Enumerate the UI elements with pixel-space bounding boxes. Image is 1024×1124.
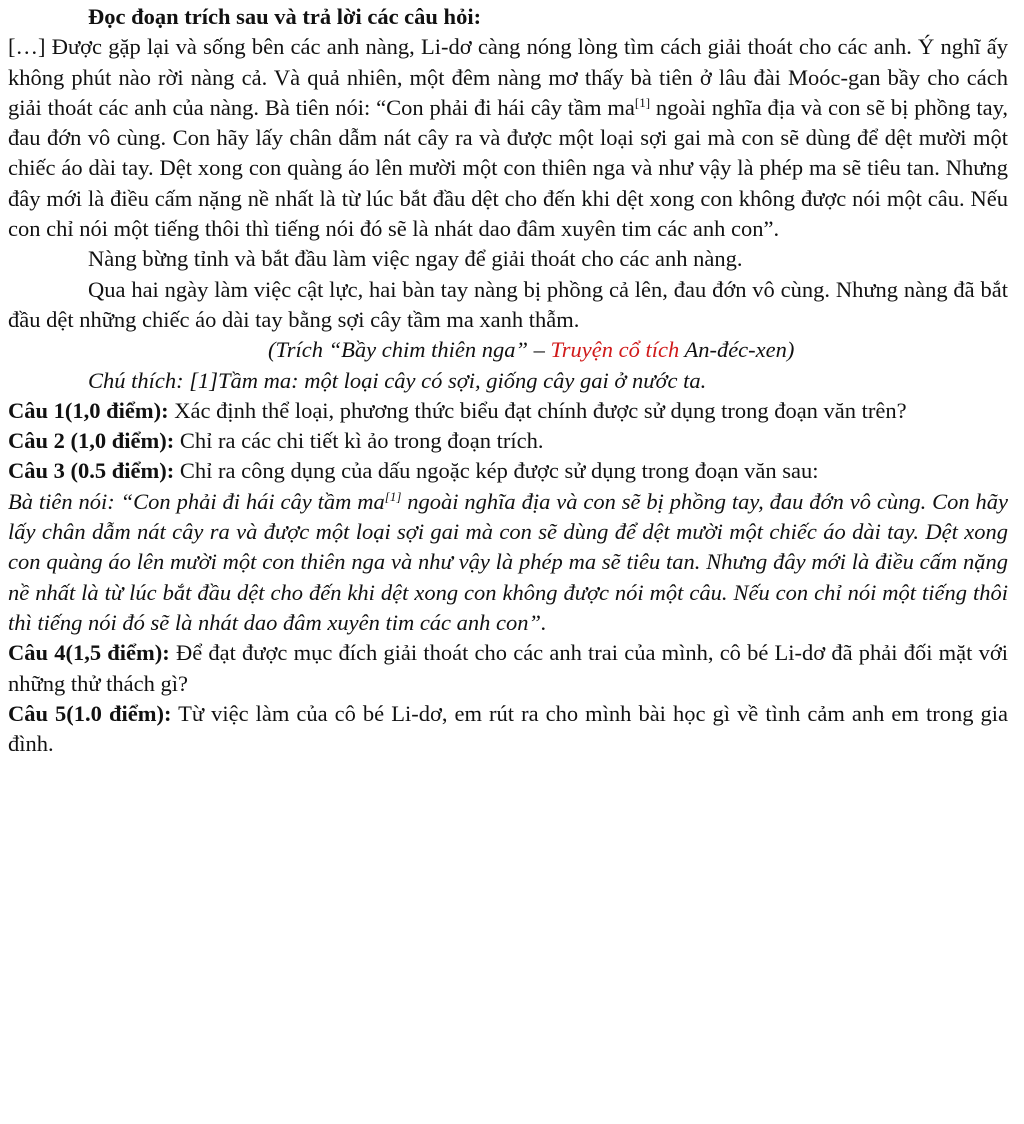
question-5: [8, 699, 1008, 760]
question-2-text: Chỉ ra các chi tiết kì ảo trong đoạn trích.: [174, 428, 544, 454]
question-1-text: Xác định thể loại, phương thức biểu đạt chính được sử dụng trong đoạn văn trên?: [168, 397, 907, 423]
question-2-label: Câu 2 (1,0 điểm):: [8, 428, 175, 454]
page-heading: Đọc đoạn trích sau và trả lời các câu hỏi:: [88, 4, 482, 29]
question-1: [8, 396, 1008, 426]
quote-after: ngoài nghĩa địa và con sẽ bị phồng tay, đau đớn vô cùng. Con hãy lấy chân dẫm nát cây ra và được một loại sợi gai mà con sẽ dùng để dệt mười một chiếc áo dài tay. Dệt xong con quàng áo lên mười một con thiên nga và như vậy là phép ma sẽ tiêu tan. Nhưng đây mới là điều cấm nặng nề nhất là từ lúc bắt đầu dệt cho đến khi dệt xong con không được nói một câu. Nếu con chỉ nói một tiếng thôi thì tiếng nói đó sẽ là nhát dao đâm xuyên tim các anh con”.: [8, 488, 1008, 635]
passage-paragraph-1: [8, 32, 1008, 244]
source-before: (Trích “Bầy chim thiên nga” –: [268, 337, 551, 363]
question-4-text: Để đạt được mục đích giải thoát cho các anh trai của mình, cô bé Li-dơ đã phải đối mặt với những thử thách gì?: [8, 640, 1009, 696]
question-3-text: Chỉ ra công dụng của dấu ngoặc kép được sử dụng trong đoạn văn sau:: [174, 458, 819, 484]
footnote-marker: [1]: [634, 94, 651, 110]
question-4: [8, 638, 1008, 699]
question-4-label: Câu 4(1,5 điểm):: [8, 640, 170, 666]
passage-paragraph-3: [8, 275, 1008, 336]
passage-p1-after: ngoài nghĩa địa và con sẽ bị phồng tay, đau đớn vô cùng. Con hãy lấy chân dẫm nát cây ra và được một loại sợi gai mà con sẽ dùng để dệt mười một chiếc áo dài tay. Dệt xong con quàng áo lên mười một con thiên nga và như vậy là phép ma sẽ tiêu tan. Nhưng đây mới là điều cấm nặng nề nhất là từ lúc bắt đầu dệt cho đến khi dệt xong con không được nói một câu. Nếu con chỉ nói một tiếng thôi thì tiếng nói đó sẽ là nhát dao đâm xuyên tim các anh con”.: [8, 94, 1008, 242]
question-2: [8, 426, 1008, 456]
footnote: Chú thích: [1]Tầm ma: một loại cây có sợi, giống cây gai ở nước ta.: [88, 367, 707, 393]
quoted-passage: [8, 487, 1008, 638]
passage-p1-before: […] Được gặp lại và sống bên các anh nàng, Li-dơ càng nóng lòng tìm cách giải thoát cho các anh. Ý nghĩ ấy không phút nào rời nàng cả. Và quả nhiên, một đêm nàng mơ thấy bà tiên ở lâu đài Moóc-gan bầy cho cách giải thoát các anh của nàng. Bà tiên nói: “Con phải đi hái cây tầm ma: [8, 34, 1008, 120]
passage-p3-text: Qua hai ngày làm việc cật lực, hai bàn tay nàng bị phồng cả lên, đau đớn vô cùng. Nhưng nàng đã bắt đầu dệt những chiếc áo dài tay bằng sợi cây tầm ma xanh thẫm.: [8, 276, 1008, 332]
quote-before: Bà tiên nói: “Con phải đi hái cây tầm ma: [8, 488, 385, 514]
source-genre-highlight: Truyện cổ tích: [550, 337, 680, 363]
source-after: An-đéc-xen): [679, 337, 795, 363]
document-page: [8, 0, 1008, 759]
passage-paragraph-2: Nàng bừng tỉnh và bắt đầu làm việc ngay để giải thoát cho các anh nàng.: [88, 246, 743, 272]
question-1-label: Câu 1(1,0 điểm):: [8, 397, 169, 423]
question-3: [8, 456, 1008, 486]
question-5-label: Câu 5(1.0 điểm):: [8, 700, 172, 726]
question-3-label: Câu 3 (0.5 điểm):: [8, 458, 175, 484]
quote-footnote-marker: [1]: [384, 488, 402, 504]
source-citation: [8, 335, 1008, 365]
question-5-text: Từ việc làm của cô bé Li-dơ, em rút ra cho mình bài học gì về tình cảm anh em trong gia đình.: [8, 700, 1008, 757]
